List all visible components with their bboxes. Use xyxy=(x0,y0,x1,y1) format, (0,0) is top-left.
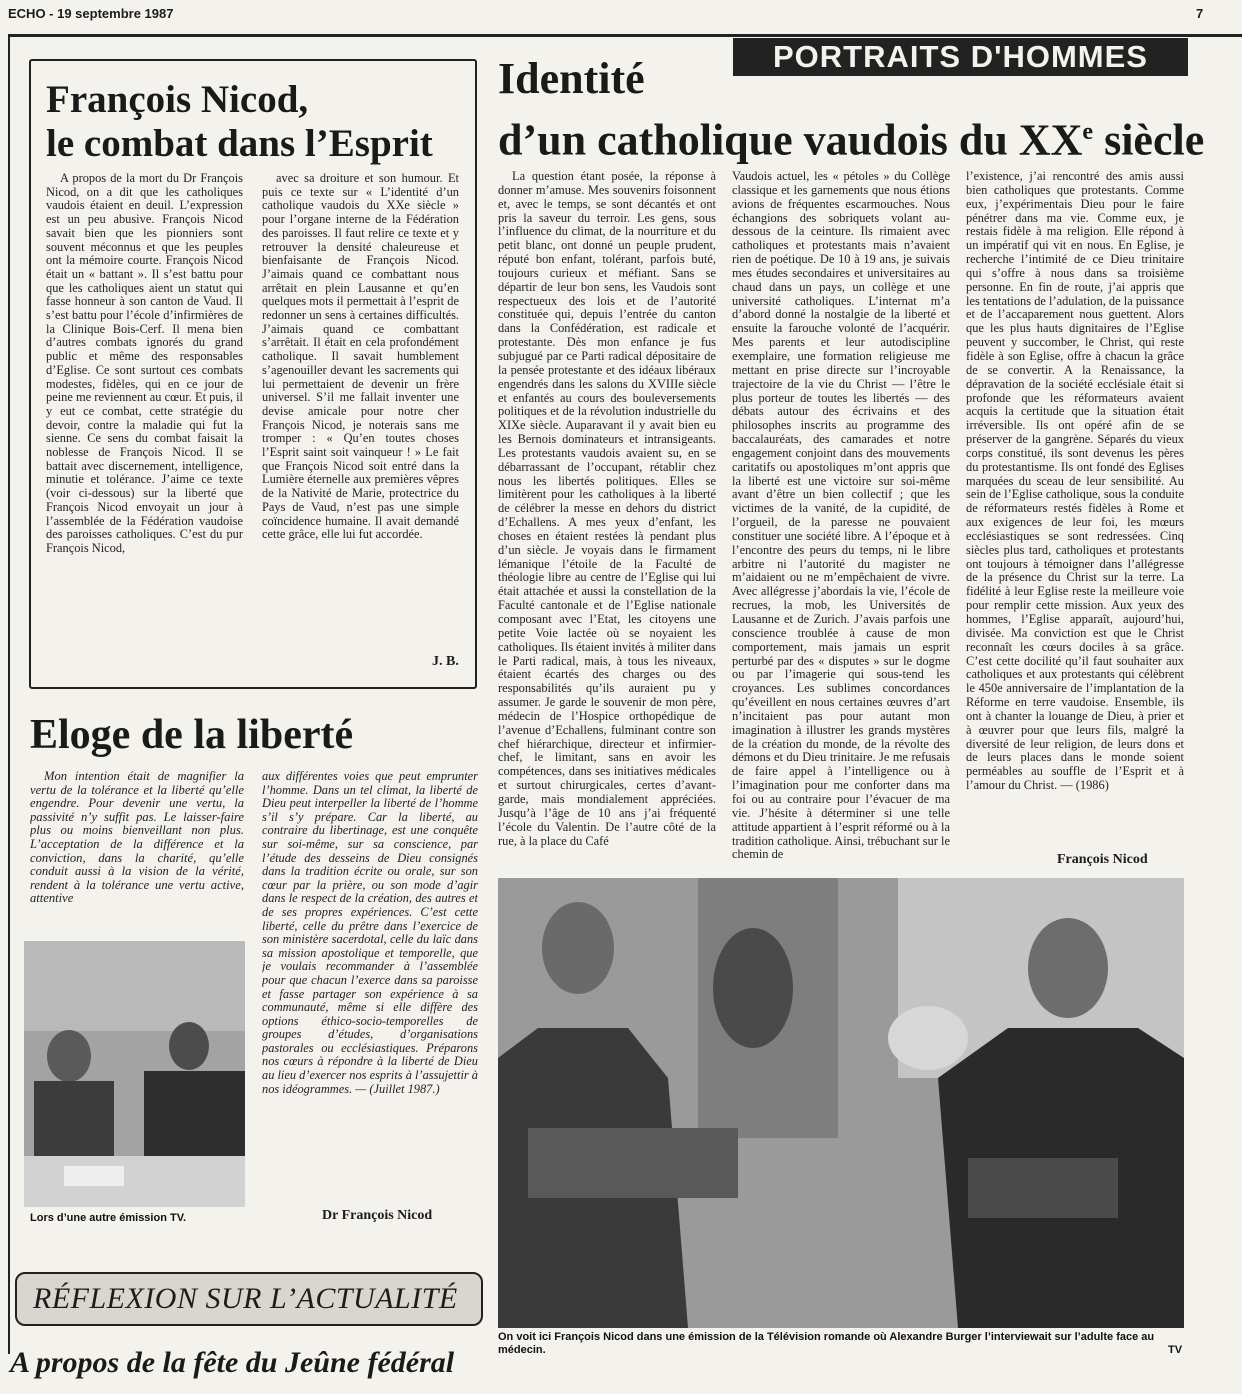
nicod-article-col2: avec sa droiture et son humour. Et puis ce texte sur « L’identité d’un catholique vaudois du XXe siècle » pour l’organe interne de la Fédération des paroisses. Il faut relire ce texte et y retrouver la densité chaleureuse et bienfaisante de François Nicod. J’aimais quand ce combattant nous arrêtait en plein Lausanne et qu’en quelques mots il permettait à l’esprit de redonner un sens à certaines difficultés. J’aimais quand ce combattant s’arrêtait. Il était en cela profondément catholique. Il savait humblement s’agenouiller devant les sacrements qui lui permettaient de devenir un frère universel. S’il me fallait inventer une devise amicale pour notre cher François Nicod, je noterais sans me tromper : « Qu’en toutes choses l’Esprit saint soit vainqueur ! » Le fait que François Nicod soit entré dans la Lumière éternelle aux premières vêpres de la Nativité de Marie, protectrice du Pays de Vaud, n’est pas une simple coïncidence humaine. Il avait demandé cette grâce, elle lui fut accordée. xyxy=(262,172,459,542)
newspaper-header: ECHO - 19 septembre 1987 xyxy=(8,6,174,21)
top-rule xyxy=(8,34,1242,37)
interview-photo-credit: TV xyxy=(1168,1344,1183,1356)
tv-emission-photo-image xyxy=(24,941,245,1207)
identite-col2: Vaudois actuel, les « pétoles » du Collège classique et les garnements que nous étions avions de fréquentes escarmouches. Nous échangions des sobriquets volant au-dessous de la ceinture. Ils rimaient avec catholiques et protestants mais n’avaient rien de poétique. De 10 à 19 ans, je suivais mes études secondaires et universitaires au chaud dans un pays, un collège et une université catholiques. L’internat m’a d’abord donné la nostalgie de la liberté et ensuite la farouche volonté de l’acquérir. Mes parents et leur autodiscipline exemplaire, une formation religieuse me mettant en prise directe sur l’incroyable trajectoire de la vie du Christ — l’être le plus porteur de toutes les libertés — des débats autour des écrivains et des philosophes inscrits au programme des baccalauréats, des camarades et notre engagement conjoint dans des mouvements caritatifs ou apostoliques m’ont appris que la liberté est une victoire sur soi-même avant d’être un bien collectif ; que les victimes de la vanité, de la cupidité, de l’orgueil, de la paresse ne pouvaient constituer une société libre. A l’époque et à l’encontre des peurs du temps, ni le libre arbitre ni l’autorité du magister ne m’aidaient ou ne m’empêchaient de vivre. Avec allégresse j’abordais la vie, l’école de recrues, la mob, les Universités de Lausanne et de Zurich. J’avais parfois une conscience troublée à cause de mon comportement, mais jamais un esprit perturbé par des « disputes » sur le dogme ou par l’imagerie qui sous-tend les croyances. Les sublimes concordances qu’éveillent en nous certaines œuvres d’art n’incitaient pas pour autant mon imagination à illustrer les grands mystères de la création du monde, de la révolte des démons et du Dieu trinitaire. Je me refusais de faire appel à l’intelligence ou à l’imagination pour me conforter dans ma foi ou au contraire pour l’évacuer de ma vie. J’hésite à déterminer si une telle attitude appartient à l’esprit réformé ou à la tradition catholique. Ainsi, trébuchant sur le chemin de xyxy=(732,170,950,862)
nicod-article-signature: J. B. xyxy=(432,654,459,669)
section-label: PORTRAITS D'HOMMES xyxy=(733,38,1188,76)
nicod-article-title xyxy=(46,78,466,166)
interview-photo-caption: On voit ici François Nicod dans une émission de la Télévision romande où Alexandre Burger l’interviewait sur l’adulte face au médecin. xyxy=(498,1331,1155,1356)
eloge-col2: aux différentes voies que peut emprunter l’homme. Dans un tel climat, la liberté de Dieu peut interpeller la liberté de l’homme s’il s’y prépare. Car la liberté, au contraire du libertinage, est une conquête sur soi-même, sur sa conscience, par l’étude des desseins de Dieu consignés dans la tradition écrite ou orale, sur son cœur par la prière, ou son mode d’agir dans le respect de la création, des autres et de ses propres expériences. C’est cette liberté, celle du prêtre dans l’exercice de son ministère sacerdotal, celle du laïc dans sa mission apostolique et temporelle, que je voulais recommander à l’assemblée pour que chacun l’exerce dans sa paroisse et fasse partager son expérience à sa communauté, même si elle diffère des options éthico-socio-temporelles de groupes d’études, d’organisations pastorales ou ecclésiastiques. Préparons nos cœurs à répondre à la liberté de Dieu au lieu d’exercer nos esprits à l’assujettir à nos idéogrammes. — (Juillet 1987.) xyxy=(262,770,478,1096)
identite-signature: François Nicod xyxy=(1057,852,1148,867)
nicod-title-line1: François Nicod, xyxy=(46,78,309,121)
identite-title-line2: d’un catholique vaudois du XXe siècle xyxy=(498,115,1205,165)
nicod-title-line2: le combat dans l’Esprit xyxy=(46,122,433,165)
reflexion-banner xyxy=(15,1272,483,1326)
reflexion-headline: A propos de la fête du Jeûne fédéral xyxy=(10,1346,455,1379)
nicod-article-col1: A propos de la mort du Dr François Nicod, on a dit que les catholiques vaudois étaient en deuil. L’expression est un peu abusive. François Nicod savait bien que les pionniers sont souvent méconnus et que les peuples ont la mémoire courte. François Nicod était un « battant ». Il s’est battu pour que les catholiques aient un statut qui fasse honneur à son canton de Vaud. Il s’est battu pour l’école d’infirmières de la Clinique Bois-Cerf. Il mena bien d’autres combats ignorés du grand public et même des responsables d’Eglise. Ce sont surtout ces combats modestes, fidèles, qui en ce jour de peine me reviennent au cœur. Et puis, il y eut ce combat, cette stratégie du devoir, contre la maladie qui fut la sienne. Ce sens du combat faisait la noblesse de François Nicod. Il se battait avec discernement, intelligence, minutie et tolérance. J’aime ce texte (voir ci-dessous) sur la liberté que François Nicod envoyait un jour à l’assemblée de la Fédération vaudoise des paroisses catholiques. C’est du pur François Nicod, xyxy=(46,172,243,555)
page-number: 7 xyxy=(1196,6,1204,21)
identite-col3: l’existence, j’ai rencontré des amis aussi bien catholiques que protestants. Comme eux, j’expérimentais Dieu pour le faire pénétrer dans ma vie. Comme eux, je restais fidèle à ma religion. Elle répond à un impératif qui vit en nous. En Eglise, je recherche l’intimité de ce Dieu trinitaire qui s’offre à nous dans sa troisième personne. En fin de route, j’ai appris que les tentations de l’adulation, de la puissance et de l’accaparement nous guettent. Alors que les plus hauts dignitaires de l’Eglise peuvent y succomber, le Christ, qui reste fidèle à son Eglise, offre à chacun la grâce de se convertir. A la Renaissance, la dépravation de la société ecclésiale était si profonde que les réformateurs avaient acquis la certitude que la situation était irréversible. Ils ont opéré afin de se préserver de la gangrène. Séparés du vieux corps constitué, ils sont devenus les pères du protestantisme. Ils ont fondé des Eglises marquées du sceau de leur sensibilité. Au sein de l’Eglise catholique, sous la conduite de réformateurs restés fidèles à Rome et aux exigences de leur foi, les mœurs ecclésiastiques se sont redressées. Cinq siècles plus tard, catholiques et protestants ont toujours à témoigner dans l’allégresse de la présence du Christ sur la terre. La fidélité à leur Eglise reste la meilleure voie pour remplir cette mission. Aux yeux des hommes, l’Eglise apparaît, aujourd’hui, divisée. Ma conviction est que le Christ reconnaît les cœurs dociles à sa grâce. C’est cette docilité qu’il faut souhaiter aux catholiques et aux protestants qui célèbrent le 450e anniversaire de l’implantation de la Réforme en terre vaudoise. Ensemble, ils ont à chanter la louange de Dieu, à prier et à œuvrer pour que leurs fils, malgré la diversité de leur religion, de leurs dons et de leurs places dans le monde soient perméables au souffle de l’Esprit et à l’amour du Christ. — (1986) xyxy=(966,170,1184,793)
eloge-title: Eloge de la liberté xyxy=(30,712,354,758)
eloge-signature: Dr François Nicod xyxy=(322,1208,433,1223)
reflexion-label: RÉFLEXION SUR L’ACTUALITÉ xyxy=(33,1282,458,1315)
tv-emission-photo-caption: Lors d’une autre émission TV. xyxy=(30,1212,187,1224)
tv-emission-photo xyxy=(24,941,245,1207)
identite-col1: La question étant posée, la réponse à donner m’amuse. Mes souvenirs foisonnent et, avec le temps, se sont décantés et ont pris la saveur du terroir. Les gens, sous l’influence du climat, de la nourriture et du petit blanc, ont donné un peuple prudent, réputé bon enfant, tolérant, parfois buté, toujours curieux et méfiant. Sans se départir de leur bon sens, les Vaudois sont respectueux des lois et de l’autorité constituée qui, depuis l’entrée du canton dans la Confédération, est radicale et protestante. Dès mon enfance je fus subjugué par ce Parti radical dépositaire de la pensée protestante et des idéaux libéraux engendrés dans les salons du XVIIIe siècle et enfantés au cours des bouleversements politiques et de la révolution industrielle du XIXe siècle. Auparavant il y avait bien eu les Bernois dominateurs et intransigeants. Les protestants vaudois avaient su, en se débarrassant de l’occupant, rétablir chez nous les libertés politiques. Elles se limitèrent pour les catholiques à la liberté de célébrer la messe en dehors du district d’Echallens. A mes yeux d’enfant, les choses en étaient restées là pendant plus d’un siècle. Je voyais dans le firmament lémanique l’étoile de la Faculté de théologie libre au centre de l’Eglise qui lui était attachée et aussi la constellation de la Faculté cantonale et de l’Eglise nationale composant avec l’Etat, les citoyens une petite Voie lactée où se noyaient les catholiques. Ils étaient invités à militer dans le Parti radical, mais, à tous les niveaux, étaient écartés des charges ou des responsabilités qu’ils auraient pu y assumer. Je garde le souvenir de mon père, médecin de l’Hospice orthopédique de l’avenue d’Echallens, fulminant contre son chef hiérarchique, directeur et infirmier-chef, le limitant, sans en avoir les compétences, dans ses initiatives médicales et surtout chirurgicales, certes d’avant-garde, mais mondialement appréciées. Jusqu’à l’âge de 10 ans j’ai fréquenté l’école du Valentin. De l’autre côté de la rue, à la place du Café xyxy=(498,170,716,848)
interview-photo-image xyxy=(498,878,1184,1328)
left-rule xyxy=(8,34,10,1354)
interview-photo xyxy=(498,878,1184,1328)
eloge-col1: Mon intention était de magnifier la vertu de la tolérance et la liberté qu’elle engendre. Pour devenir une vertu, la passivité n’y suffit pas. Le laisser-faire plus ou moins bienveillant non plus. L’acceptation de la différence et la conviction, dans la charité, qu’elle conduit aussi à la vision de la vérité, rendent à la tolérance une vertu active, attentive xyxy=(30,770,244,906)
identite-title-line1: Identité xyxy=(498,54,645,103)
